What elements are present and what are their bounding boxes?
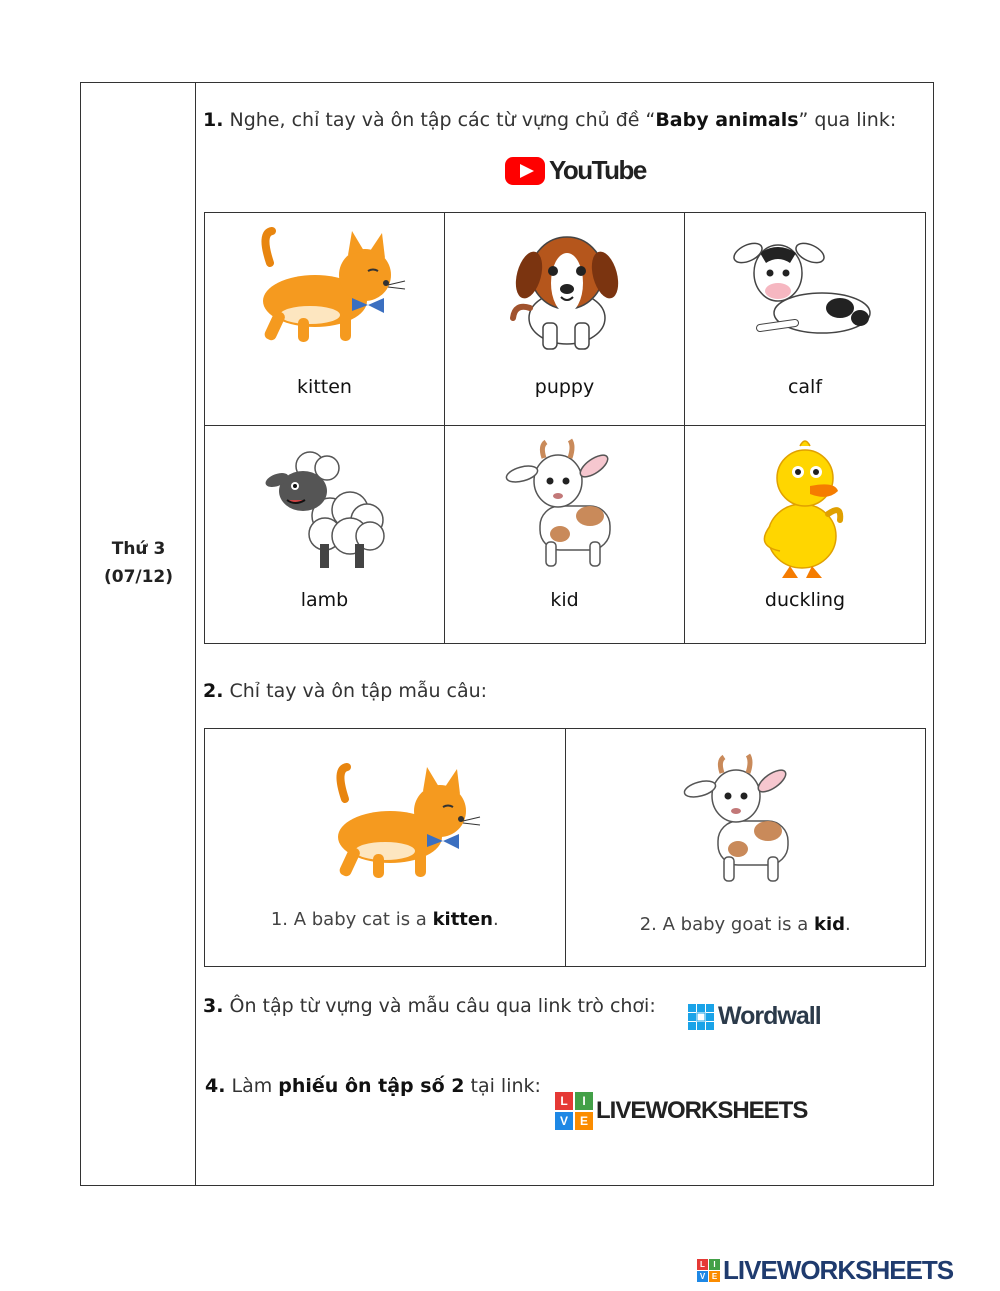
task1-instruction (203, 109, 896, 131)
task4-text: Làm (225, 1075, 279, 1097)
day-name: Thứ 3 (111, 539, 166, 559)
lw-letter-i: I (575, 1092, 593, 1110)
task2-instruction (203, 680, 487, 702)
task2-number: 2. (203, 680, 224, 702)
vocab-word-duckling: duckling (764, 589, 846, 611)
task2-text: Chỉ tay và ôn tập mẫu câu: (223, 680, 488, 702)
task3-instruction (203, 995, 656, 1017)
sentence-2-suffix: . (845, 914, 851, 935)
vocabulary-grid (204, 212, 926, 644)
vocab-cell-duckling (685, 426, 925, 643)
task1-topic: Baby animals (655, 109, 799, 131)
task1-number: 1. (203, 109, 224, 131)
liveworksheets-label: LIVEWORKSHEETS (596, 1097, 808, 1124)
sentence-cell-kitten (205, 729, 566, 966)
vocab-word-kitten: kitten (297, 376, 352, 398)
liveworksheets-link[interactable] (555, 1092, 807, 1130)
sentence-1-suffix: . (492, 909, 499, 930)
lw-letter-l: L (555, 1092, 573, 1110)
task4-number: 4. (205, 1075, 226, 1097)
footer-logo-icon (697, 1259, 720, 1282)
day-column (81, 83, 196, 1185)
footer-letter-l: L (697, 1259, 708, 1270)
lw-letter-e: E (575, 1112, 593, 1130)
wordwall-logo-icon (688, 1004, 714, 1030)
task4-text-end: tại link: (464, 1075, 541, 1097)
task3-text: Ôn tập từ vựng và mẫu câu qua link trò chơi: (223, 995, 656, 1017)
liveworksheets-logo-icon (555, 1092, 593, 1130)
kitten-icon (315, 759, 485, 884)
footer-letter-i: I (709, 1259, 720, 1270)
sentence-2 (566, 914, 926, 935)
vocab-word-kid: kid (550, 589, 579, 611)
puppy-icon (495, 223, 635, 353)
sentence-grid (204, 728, 926, 967)
vocab-word-calf: calf (787, 376, 823, 398)
task4-worksheet: phiếu ôn tập số 2 (278, 1075, 465, 1097)
footer-letter-v: V (697, 1271, 708, 1282)
task4-instruction (205, 1075, 541, 1097)
vocab-cell-kitten (205, 213, 445, 426)
vocab-cell-calf (685, 213, 925, 426)
wordwall-label: Wordwall (718, 1002, 821, 1030)
sentence-2-prefix: 2. A baby goat is a (639, 914, 815, 935)
duckling-icon (750, 436, 860, 581)
vocab-word-lamb: lamb (300, 589, 349, 611)
sentence-1 (205, 909, 565, 930)
kitten-icon (240, 223, 410, 348)
task1-text: Nghe, chỉ tay và ôn tập các từ vựng chủ đề “ (223, 109, 656, 131)
task3-number: 3. (203, 995, 224, 1017)
footer-letter-e: E (709, 1271, 720, 1282)
youtube-play-icon (505, 157, 545, 185)
vocab-cell-kid (445, 426, 685, 643)
footer-watermark (697, 1255, 953, 1286)
goat-kid-icon (500, 436, 630, 571)
sentence-2-keyword: kid (814, 914, 846, 935)
sentence-1-prefix: 1. A baby cat is a (270, 909, 433, 930)
lw-letter-v: V (555, 1112, 573, 1130)
youtube-link[interactable] (505, 155, 646, 186)
vocab-cell-puppy (445, 213, 685, 426)
day-label (81, 535, 196, 591)
youtube-label: YouTube (549, 155, 646, 185)
lamb-icon (255, 436, 395, 571)
day-date: (07/12) (103, 567, 174, 587)
vocab-word-puppy: puppy (534, 376, 595, 398)
sentence-cell-kid (566, 729, 926, 966)
task1-text-end: ” qua link: (798, 109, 897, 131)
sentence-1-keyword: kitten (432, 909, 493, 930)
goat-kid-icon (678, 751, 808, 886)
calf-icon (730, 223, 880, 348)
vocab-cell-lamb (205, 426, 445, 643)
footer-label: LIVEWORKSHEETS (723, 1255, 954, 1285)
wordwall-link[interactable] (688, 1002, 821, 1031)
